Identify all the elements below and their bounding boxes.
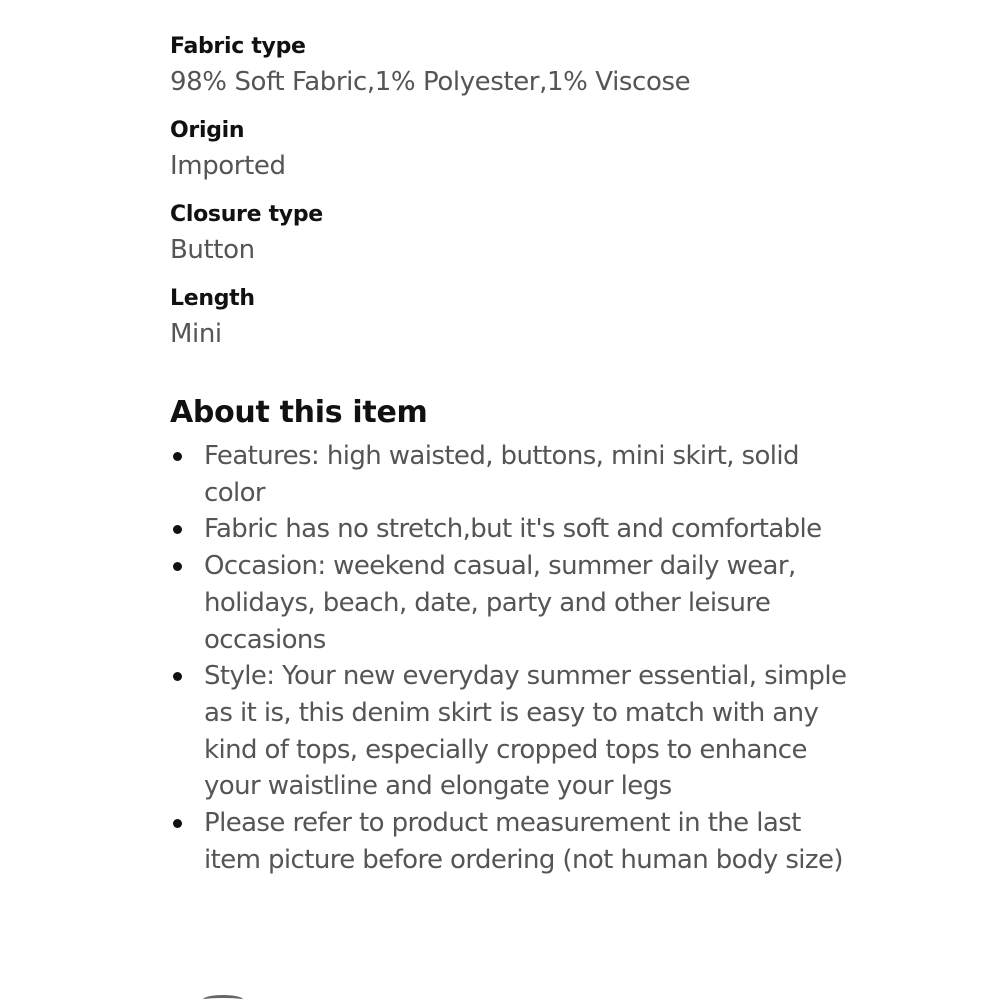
- about-heading: About this item: [170, 395, 428, 430]
- list-item: [170, 805, 850, 878]
- spec-length: [170, 282, 850, 353]
- about-bullet-list: [170, 438, 850, 878]
- list-item: [170, 658, 850, 805]
- spec-label: Closure type: [170, 202, 323, 227]
- spec-label: Length: [170, 286, 255, 311]
- spec-value: Mini: [170, 319, 222, 349]
- list-item: [170, 511, 850, 548]
- spec-origin: [170, 114, 850, 185]
- bullet-text: Style: Your new everyday summer essential, simple as it is, this denim skirt is easy to match with any kind of tops, especially cropped tops to enhance your waistline and elongate your legs: [204, 661, 847, 802]
- cut-off-text-fragment: [203, 986, 243, 1000]
- bullet-text: Features: high waisted, buttons, mini skirt, solid color: [204, 441, 799, 508]
- spec-value: 98% Soft Fabric,1% Polyester,1% Viscose: [170, 67, 691, 97]
- bullet-text: Please refer to product measurement in the last item picture before ordering (not human body size): [204, 808, 843, 875]
- list-item: [170, 438, 850, 511]
- bullet-dot-icon: [173, 819, 182, 828]
- bullet-text: Fabric has no stretch,but it's soft and comfortable: [204, 514, 822, 545]
- spec-value: Imported: [170, 151, 286, 181]
- product-details: [170, 30, 850, 878]
- bullet-dot-icon: [173, 452, 182, 461]
- list-item: [170, 548, 850, 658]
- cut-off-glyph-icon: [203, 995, 243, 1000]
- spec-label: Fabric type: [170, 34, 306, 59]
- spec-fabric-type: [170, 30, 850, 101]
- spec-value: Button: [170, 235, 255, 265]
- bullet-dot-icon: [173, 525, 182, 534]
- spec-closure-type: [170, 198, 850, 269]
- bullet-dot-icon: [173, 672, 182, 681]
- bullet-text: Occasion: weekend casual, summer daily wear, holidays, beach, date, party and other leisure occasions: [204, 551, 796, 655]
- bullet-dot-icon: [173, 562, 182, 571]
- spec-label: Origin: [170, 118, 245, 143]
